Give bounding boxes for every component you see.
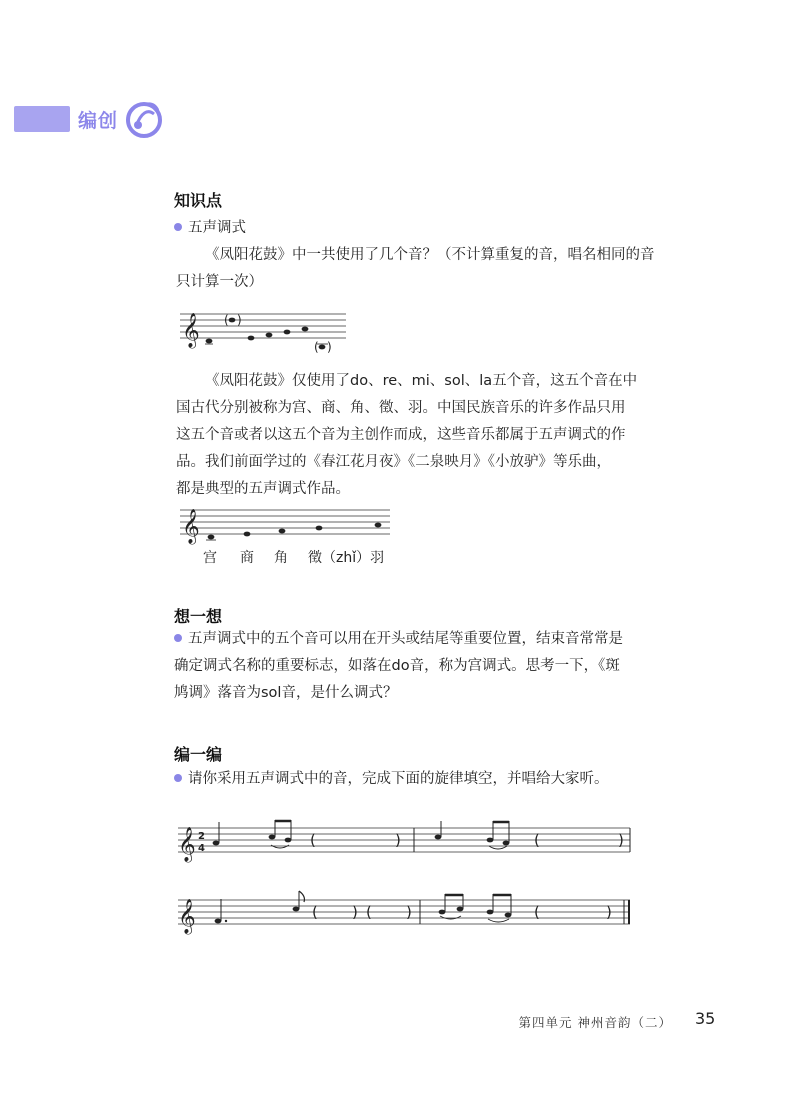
svg-text:(: ( <box>534 831 540 849</box>
svg-text:(: ( <box>366 903 372 921</box>
think-line: 鸠调》落音为sol音，是什么调式？ <box>174 685 398 701</box>
svg-text:): ) <box>406 903 412 921</box>
explanation-line: 国古代分别被称为宫、商、角、徵、羽。中国民族音乐的许多作品只用 <box>176 400 626 416</box>
svg-text:): ) <box>237 313 242 327</box>
melody-staff-line-1 <box>178 818 636 868</box>
bullet-icon <box>174 223 182 231</box>
treble-clef-icon: 𝄞 <box>178 827 196 862</box>
compose-instruction: 请你采用五声调式中的音，完成下面的旋律填空，并唱给大家听。 <box>174 766 609 793</box>
svg-text:(: ( <box>312 903 318 921</box>
label-shang: 商 <box>240 550 254 566</box>
pentatonic-scale-staff <box>180 504 394 544</box>
think-paragraph <box>174 626 674 707</box>
section-title: 编创 <box>78 110 119 132</box>
bullet-icon <box>174 774 182 782</box>
header-accent-bar <box>14 106 70 132</box>
page-number: 35 <box>695 1009 716 1028</box>
svg-text:): ) <box>606 903 612 921</box>
label-gong: 宫 <box>203 550 217 566</box>
subheading-pentatonic: 五声调式 <box>174 215 246 242</box>
svg-text:(: ( <box>314 340 319 354</box>
think-line: 五声调式中的五个音可以用在开头或结尾等重要位置，结束音常常是 <box>174 626 674 653</box>
svg-text:): ) <box>395 831 401 849</box>
bullet-icon <box>174 634 182 642</box>
think-heading: 想一想 <box>174 607 223 626</box>
treble-clef-icon: 𝄞 <box>178 899 196 934</box>
footer-unit-title: 第四单元 神州音韵（二） <box>518 1015 672 1030</box>
melody-staff-line-2 <box>178 890 636 940</box>
svg-text:): ) <box>618 831 624 849</box>
svg-text:(: ( <box>224 313 229 327</box>
think-line: 确定调式名称的重要标志，如落在do音，称为宫调式。思考一下，《斑 <box>174 658 620 674</box>
explanation-line: 这五个音或者以这五个音为主创作而成，这些音乐都属于五声调式的作 <box>176 427 626 443</box>
treble-clef-icon: 𝄞 <box>182 509 200 544</box>
explanation-line: 都是典型的五声调式作品。 <box>176 481 350 497</box>
label-jue: 角 <box>274 550 288 566</box>
compose-heading: 编一编 <box>174 745 223 764</box>
svg-text:): ) <box>352 903 358 921</box>
svg-text:4: 4 <box>198 843 205 854</box>
svg-text:2: 2 <box>198 831 205 842</box>
explanation-paragraph <box>176 368 676 503</box>
label-zhi-yu: 徵（zhǐ）羽 <box>308 550 385 566</box>
explanation-line: 品。我们前面学过的《春江花月夜》《二泉映月》《小放驴》等乐曲， <box>176 454 611 470</box>
fengyang-scale-staff <box>180 306 350 352</box>
question-text: 《凤阳花鼓》中一共使用了几个音？（不计算重复的音，唱名相同的音只计算一次） <box>176 247 655 290</box>
explanation-line: 《凤阳花鼓》仅使用了do、re、mi、sol、la五个音，这五个音在中 <box>205 373 638 389</box>
svg-text:): ) <box>327 340 332 354</box>
svg-text:(: ( <box>310 831 316 849</box>
svg-text:(: ( <box>534 903 540 921</box>
music-note-logo-icon <box>124 100 164 138</box>
knowledge-heading: 知识点 <box>174 191 223 210</box>
treble-clef-icon: 𝄞 <box>182 313 200 348</box>
